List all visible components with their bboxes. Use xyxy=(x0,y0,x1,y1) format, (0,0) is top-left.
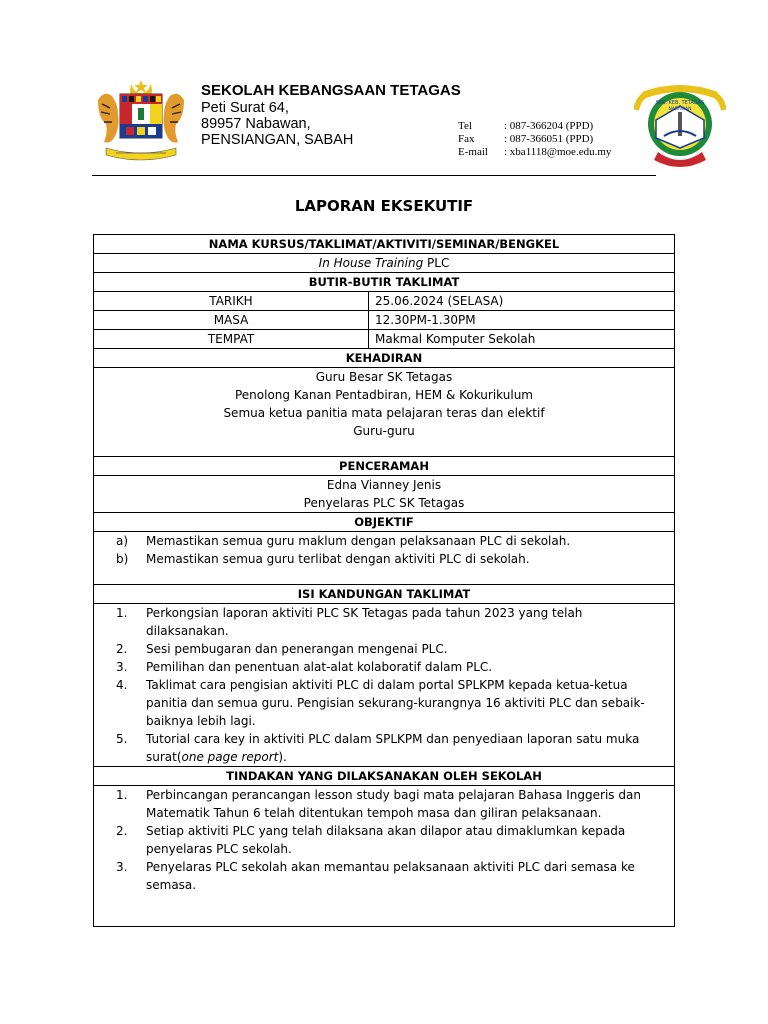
contact-tel xyxy=(458,120,611,133)
list-item xyxy=(100,532,668,550)
address-line-2: 89957 Nabawan, xyxy=(201,116,311,132)
report-table xyxy=(93,234,675,927)
list-marker: 1. xyxy=(116,606,128,620)
contact-value: : 087-366204 (PPD) xyxy=(504,120,594,132)
detail-key: MASA xyxy=(94,311,369,330)
list-marker: a) xyxy=(116,534,129,548)
detail-key: TEMPAT xyxy=(94,330,369,349)
address-line-1: Peti Surat 64, xyxy=(201,100,289,116)
list-text: Penyelaras PLC sekolah akan memantau pelaksanaan aktiviti PLC dari semasa ke semasa. xyxy=(146,860,635,892)
course-name xyxy=(94,254,675,273)
list-text: Perbincangan perancangan lesson study bagi mata pelajaran Bahasa Inggeris dan Matematik Tahun 6 telah ditentukan tempoh masa dan giliran pelaksanaan. xyxy=(146,788,641,820)
list-marker: 3. xyxy=(116,660,128,674)
address-line-3: PENSIANGAN, SABAH xyxy=(201,132,354,148)
list-text: Pemilihan dan penentuan alat-alat kolaboratif dalam PLC. xyxy=(146,660,493,674)
report-title: LAPORAN EKSEKUTIF xyxy=(294,197,474,215)
logo-text-top: SEK. KEB. TETAGAS xyxy=(655,100,705,106)
school-name: SEKOLAH KEBANGSAAN TETAGAS xyxy=(201,82,461,99)
list-marker: b) xyxy=(116,552,129,566)
contact-email xyxy=(458,146,611,159)
course-name-italic: In House Training xyxy=(318,256,424,270)
contact-value: : xba1118@moe.edu.my xyxy=(504,146,612,158)
list-item xyxy=(100,640,668,658)
speaker-heading: PENCERAMAH xyxy=(94,457,675,476)
list-text-pre: Tutorial cara key in aktiviti PLC dalam SPLKPM dan penyediaan laporan satu muka surat( xyxy=(146,732,640,764)
list-item xyxy=(100,676,668,730)
list-item xyxy=(100,550,668,568)
logo-text-sub: NABAWAN xyxy=(668,107,692,112)
objectives-heading: OBJEKTIF xyxy=(94,513,675,532)
list-marker: 3. xyxy=(116,860,128,874)
list-text: Taklimat cara pengisian aktiviti PLC di dalam portal SPLKPM kepada ketua-ketua panitia dan semua guru. Pengisian sekurang-kurangnya 16 aktiviti PLC dan sebaik-baiknya lebih lagi. xyxy=(146,678,645,728)
list-text: Memastikan semua guru terlibat dengan aktiviti PLC di sekolah. xyxy=(146,552,530,566)
coat-of-arms-logo xyxy=(92,78,190,162)
course-name-rest: PLC xyxy=(423,256,450,270)
detail-row-place xyxy=(94,330,675,349)
attendance-list xyxy=(94,368,675,457)
list-item xyxy=(100,858,668,894)
detail-value: Makmal Komputer Sekolah xyxy=(369,330,675,349)
attendee-line: Guru Besar SK Tetagas xyxy=(315,370,453,384)
actions-heading: TINDAKAN YANG DILAKSANAKAN OLEH SEKOLAH xyxy=(94,767,675,786)
content-heading: ISI KANDUNGAN TAKLIMAT xyxy=(94,585,675,604)
speaker-role: Penyelaras PLC SK Tetagas xyxy=(303,496,465,510)
attendance-heading: KEHADIRAN xyxy=(94,349,675,368)
list-marker: 4. xyxy=(116,678,128,692)
objectives-list xyxy=(94,532,675,585)
list-marker: 5. xyxy=(116,732,128,746)
speaker-info xyxy=(94,476,675,513)
contact-fax xyxy=(458,133,611,146)
actions-list xyxy=(94,786,675,927)
list-item xyxy=(100,730,668,766)
detail-value: 25.06.2024 (SELASA) xyxy=(369,292,675,311)
detail-row-time xyxy=(94,311,675,330)
list-item xyxy=(100,822,668,858)
list-text: Memastikan semua guru maklum dengan pelaksanaan PLC di sekolah. xyxy=(146,534,571,548)
attendee-line: Semua ketua panitia mata pelajaran teras dan elektif xyxy=(223,406,545,420)
attendee-line: Penolong Kanan Pentadbiran, HEM & Kokurikulum xyxy=(234,388,533,402)
contact-block xyxy=(458,120,611,159)
list-text: Perkongsian laporan aktiviti PLC SK Tetagas pada tahun 2023 yang telah dilaksanakan. xyxy=(146,606,583,638)
list-text: Setiap aktiviti PLC yang telah dilaksana akan dilapor atau dimaklumkan kepada penyelaras PLC sekolah. xyxy=(146,824,626,856)
detail-value: 12.30PM-1.30PM xyxy=(369,311,675,330)
speaker-name: Edna Vianney Jenis xyxy=(326,478,442,492)
list-text-italic: one page report xyxy=(181,750,279,764)
list-text: Sesi pembugaran dan penerangan mengenai PLC. xyxy=(146,642,448,656)
list-item xyxy=(100,604,668,640)
details-heading: BUTIR-BUTIR TAKLIMAT xyxy=(94,273,675,292)
list-item xyxy=(100,658,668,676)
contact-value: : 087-366051 (PPD) xyxy=(504,133,594,145)
contact-label: Fax xyxy=(458,133,475,145)
course-heading: NAMA KURSUS/TAKLIMAT/AKTIVITI/SEMINAR/BENGKEL xyxy=(94,235,675,254)
list-text xyxy=(146,730,668,766)
contact-label: Tel xyxy=(458,120,472,132)
list-marker: 2. xyxy=(116,824,128,838)
content-list xyxy=(94,604,675,767)
contact-label: E-mail xyxy=(458,146,488,158)
list-marker: 2. xyxy=(116,642,128,656)
attendee-line: Guru-guru xyxy=(353,424,415,438)
detail-row-date xyxy=(94,292,675,311)
header-divider xyxy=(92,175,656,176)
list-text-post: ). xyxy=(278,750,287,764)
list-item xyxy=(100,786,668,822)
list-marker: 1. xyxy=(116,788,128,802)
detail-key: TARIKH xyxy=(94,292,369,311)
school-logo xyxy=(634,80,726,170)
